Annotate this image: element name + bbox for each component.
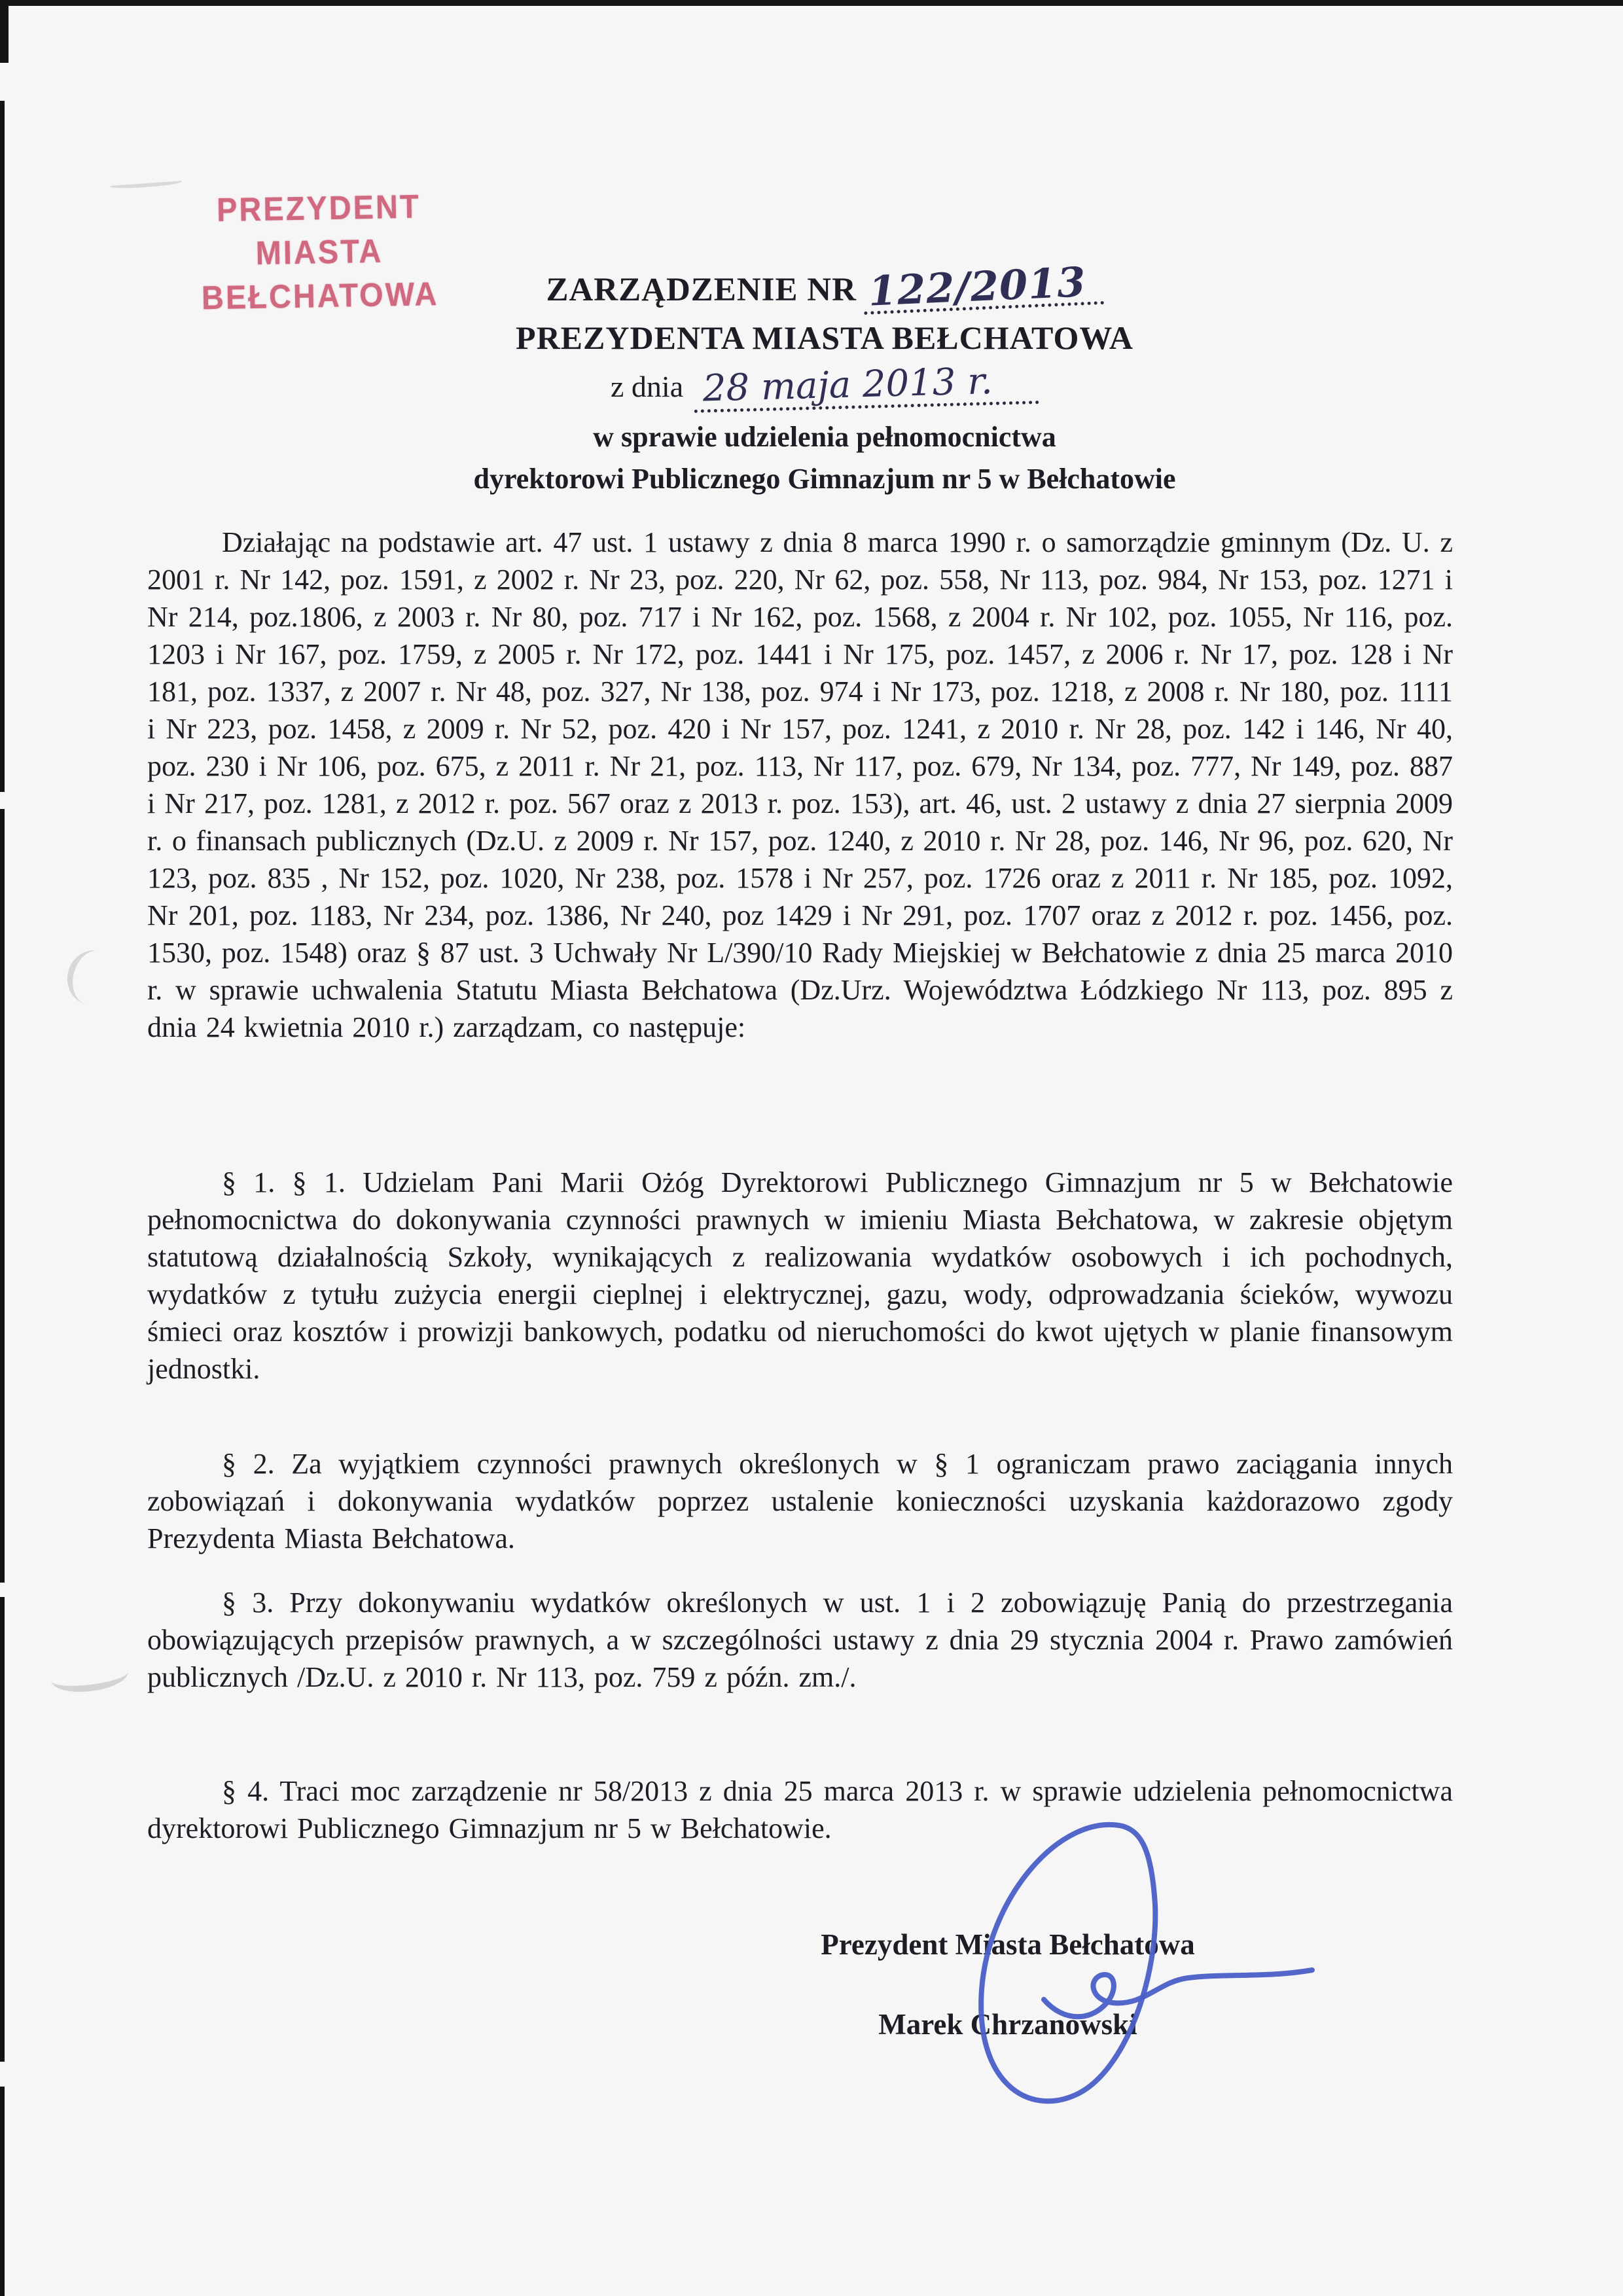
- paragraph-1: § 1. § 1. Udzielam Pani Marii Ożóg Dyrektorowi Publicznego Gimnazjum nr 5 w Bełchatowie pełnomocnictwa do dokonywania czynności prawnych w imieniu Miasta Bełchatowa, w zakresie objętym statutową działalnością Szkoły, wynikających z realizowania wydatków osobowych i ich pochodnych, wydatków z tytułu zużycia energii cieplnej i elektrycznej, gazu, wody, odprowadzania ścieków, wywozu śmieci oraz kosztów i prowizji bankowych, podatku od nieruchomości do kwot ujętych w planie finansowym jednostki.: [147, 1166, 1453, 1385]
- scan-edge-gap: [0, 792, 6, 809]
- subject-block: [353, 416, 1296, 500]
- issuer-line: PREZYDENTA MIASTA BEŁCHATOWA: [516, 319, 1133, 356]
- ordinance-number-line: [353, 258, 1296, 315]
- ordinance-title-label: ZARZĄDZENIE NR: [546, 272, 857, 308]
- date-line: [353, 359, 1296, 410]
- signer-role: Prezydent Miasta Bełchatowa: [821, 1928, 1195, 1961]
- scan-artifact-curve: [50, 1657, 130, 1696]
- paragraph-2: § 2. Za wyjątkiem czynności prawnych określonych w § 1 ograniczam prawo zaciągania innych zobowiązań i dokonywania wydatków poprzez ustalenie konieczności uzyskania każdorazowo zgody Prezydenta Miasta Bełchatowa.: [147, 1448, 1453, 1554]
- scan-edge-gap: [0, 1583, 6, 1597]
- scan-edge-left: [0, 0, 5, 2296]
- ordinance-number-handwritten: 122/2013: [863, 264, 1104, 315]
- scan-artifact-curve: [62, 945, 124, 1011]
- title-block: [353, 258, 1296, 410]
- stamp-line-2: BEŁCHATOWA: [201, 274, 439, 317]
- signature-block: [713, 1926, 1302, 2043]
- paragraph-4: § 4. Traci moc zarządzenie nr 58/2013 z dnia 25 marca 2013 r. w sprawie udzielenia pełnomocnictwa dyrektorowi Publicznego Gimnazjum nr 5 w Bełchatowie.: [147, 1775, 1453, 1844]
- paragraph-legal-basis: Działając na podstawie art. 47 ust. 1 ustawy z dnia 8 marca 1990 r. o samorządzie gminnym (Dz. U. z 2001 r. Nr 142, poz. 1591, z 2002 r. Nr 23, poz. 220, Nr 62, poz. 558, Nr 113, poz. 984, Nr 153, poz. 1271 i Nr 214, poz.1806, z 2003 r. Nr 80, poz. 717 i Nr 162, poz. 1568, z 2004 r. Nr 102, poz. 1055, Nr 116, poz. 1203 i Nr 167, poz. 1759, z 2005 r. Nr 172, poz. 1441 i Nr 175, poz. 1457, z 2006 r. Nr 17, poz. 128 i Nr 181, poz. 1337, z 2007 r. Nr 48, poz. 327, Nr 138, poz. 974 i Nr 173, poz. 1218, z 2008 r. Nr 180, poz. 1111 i Nr 223, poz. 1458, z 2009 r. Nr 52, poz. 420 i Nr 157, poz. 1241, z 2010 r. Nr 28, poz. 142 i 146, Nr 40, poz. 230 i Nr 106, poz. 675, z 2011 r. Nr 21, poz. 113, Nr 117, poz. 679, Nr 134, poz. 777, Nr 149, poz. 887 i Nr 217, poz. 1281, z 2012 r. poz. 567 oraz z 2013 r. poz. 153), art. 46, ust. 2 ustawy z dnia 27 sierpnia 2009 r. o finansach publicznych (Dz.U. z 2009 r. Nr 157, poz. 1240, z 2010 r. Nr 28, poz. 146, Nr 96, poz. 620, Nr 123, poz. 835 , Nr 152, poz. 1020, Nr 238, poz. 1578 i Nr 257, poz. 1726 oraz z 2011 r. Nr 185, poz. 1092, Nr 201, poz. 1183, Nr 234, poz. 1386, Nr 240, poz 1429 i Nr 291, poz. 1707 oraz z 2012 r. poz. 1456, poz. 1530, poz. 1548) oraz § 87 ust. 3 Uchwały Nr L/390/10 Rady Miejskiej w Bełchatowie z dnia 25 marca 2010 r. w sprawie uchwalenia Statutu Miasta Bełchatowa (Dz.Urz. Województwa Łódzkiego Nr 113, poz. 895 z dnia 24 kwietnia 2010 r.) zarządzam, co następuje:: [147, 526, 1453, 1043]
- scan-smudge: [110, 178, 182, 190]
- paragraph-3: § 3. Przy dokonywaniu wydatków określonych w ust. 1 i 2 zobowiązuję Panią do przestrzegania obowiązujących przepisów prawnych, a w szczególności ustawy z dnia 29 stycznia 2004 r. Prawo zamówień publicznych /Dz.U. z 2010 r. Nr 113, poz. 759 z późn. zm./.: [147, 1587, 1453, 1693]
- subject-line-2: dyrektorowi Publicznego Gimnazjum nr 5 w Bełchatowie: [473, 463, 1176, 495]
- scan-edge-gap: [0, 2062, 6, 2087]
- scan-edge-gap: [0, 63, 6, 101]
- date-prefix-label: z dnia: [611, 370, 684, 403]
- date-handwritten: 28 maja 2013 r.: [693, 364, 1039, 413]
- subject-line-1: w sprawie udzielenia pełnomocnictwa: [593, 421, 1056, 453]
- signer-name: Marek Chrzanowski: [878, 2008, 1137, 2041]
- stamp-line-1: PREZYDENT MIASTA: [216, 187, 421, 272]
- scan-edge-top: [0, 0, 1623, 6]
- scan-edge-left-corner: [0, 0, 9, 63]
